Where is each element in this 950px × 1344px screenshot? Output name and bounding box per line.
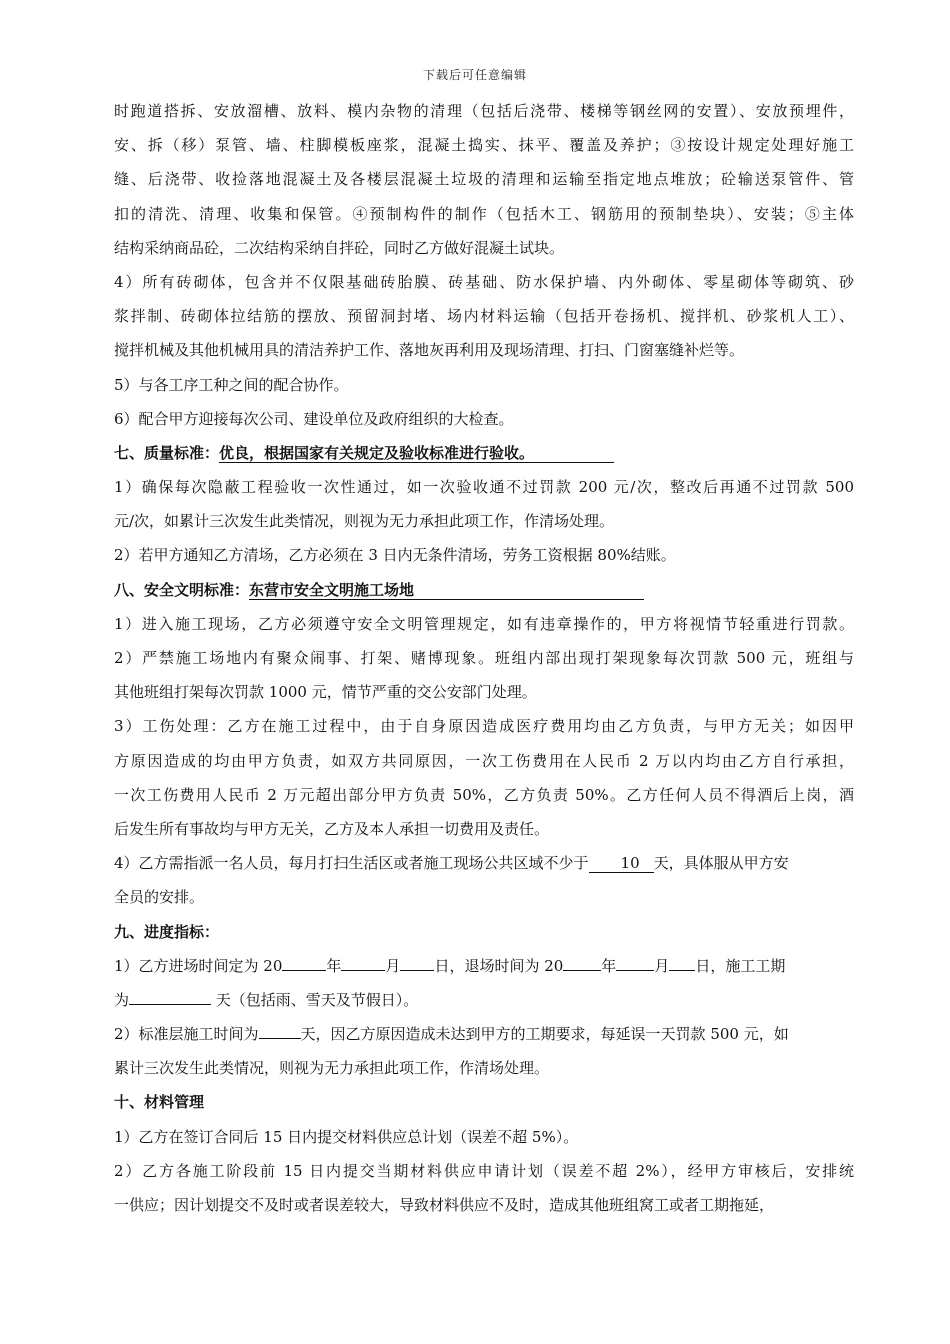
heading-label: 八、安全文明标准：: [114, 580, 250, 599]
item-text: 日，施工工期: [695, 956, 786, 975]
list-item-line: 方原因造成的均由甲方负责，如双方共同原因，一次工伤费用在人民币 2 万以内均由乙方自行承担，: [114, 751, 854, 770]
heading-underlined-value: 东营市安全文明施工场地: [249, 581, 644, 600]
list-item-line: 一次工伤费用人民币 2 万元超出部分甲方负责 50%，乙方负责 50%。乙方任何人员不得酒后上岗，酒: [114, 785, 854, 804]
paragraph-line: 时跑道搭拆、安放溜槽、放料、模内杂物的清理（包括后浇带、楼梯等钢丝网的安置）、安放预埋件，: [114, 102, 854, 120]
blank-field: [563, 952, 601, 971]
list-item-line: 2）乙方各施工阶段前 15 日内提交当期材料供应申请计划（误差不超 2%），经甲方审核后，安排统: [114, 1161, 854, 1180]
list-item-5: 5）与各工序工种之间的配合协作。: [114, 375, 349, 394]
item-text: 月: [385, 956, 401, 975]
list-item-4-line: 4）所有砖砌体，包含并不仅限基础砖胎膜、砖基础、防水保护墙、内外砌体、零星砌体等砌筑、砂: [114, 272, 854, 291]
section-heading: 九、进度指标：: [114, 922, 220, 941]
list-item-4-line: 搅拌机械及其他机械用具的清洁养护工作、落地灰再利用及现场清理、打扫、门窗塞缝补烂等。: [114, 341, 745, 360]
list-item-line: 全员的安排。: [114, 888, 205, 907]
section-7-quality: [114, 436, 854, 573]
item-text: 月: [654, 956, 670, 975]
blank-field: [129, 986, 211, 1005]
paragraph-line: 缝、后浇带、收捡落地混凝土及各楼层混凝土垃圾的清理和运输至指定地点堆放；砼输送泵管件、管: [114, 170, 854, 189]
section-6-continued: [114, 94, 854, 436]
section-heading: 十、材料管理: [114, 1093, 205, 1112]
section-9-schedule: [114, 915, 854, 1086]
blank-field: [282, 952, 326, 971]
list-item-4-line: 浆拌制、砖砌体拉结筋的摆放、预留洞封堵、场内材料运输（包括开卷扬机、搅拌机、砂浆机人工）、: [114, 307, 854, 326]
list-item-line: [114, 949, 854, 983]
list-item-line: 累计三次发生此类情况，则视为无力承担此项工作，作清场处理。: [114, 1059, 550, 1078]
item-text: 2）标准层施工时间为: [114, 1025, 259, 1044]
list-item-line: 2）严禁施工场地内有聚众闹事、打架、赌博现象。班组内部出现打架现象每次罚款 500 元，班组与: [114, 649, 854, 667]
item-text: 年: [601, 956, 617, 975]
paragraph-line: 安、拆（移）泵管、墙、柱脚模板座浆，混凝土捣实、抹平、覆盖及养护；③按设计规定处理好施工: [114, 136, 854, 155]
heading-underlined-value: 优良，根据国家有关规定及验收标准进行验收。: [219, 444, 614, 463]
section-8-safety: [114, 573, 854, 915]
item-text: 为: [114, 990, 130, 1009]
list-item-line: 1）确保每次隐蔽工程验收一次性通过，如一次验收通不过罚款 200 元/次，整改后再通不过罚款 500: [114, 478, 854, 497]
item-text: 天，因乙方原因造成未达到甲方的工期要求，每延误一天罚款 500 元，如: [300, 1025, 789, 1044]
page-header: 下载后可任意编辑: [422, 68, 527, 82]
heading-label: 七、质量标准：: [114, 443, 220, 462]
paragraph-line: 结构采纳商品砼，二次结构采纳自拌砼，同时乙方做好混凝土试块。: [114, 238, 565, 257]
list-item-6: 6）配合甲方迎接每次公司、建设单位及政府组织的大检查。: [114, 409, 514, 428]
list-item-line: 元/次，如累计三次发生此类情况，则视为无力承担此项工作，作清场处理。: [114, 512, 615, 531]
list-item-line: 1）乙方在签订合同后 15 日内提交材料供应总计划（误差不超 5%）。: [114, 1127, 579, 1146]
item-text: 年: [326, 956, 342, 975]
item-text: 天，具体服从甲方安: [653, 854, 789, 873]
paragraph-line: 扣的清洗、清理、收集和保管。④预制构件的制作（包括木工、钢筋用的预制垫块）、安装；⑤主体: [114, 204, 854, 223]
section-10-materials: [114, 1085, 854, 1222]
blank-field: [341, 952, 385, 971]
fill-in-value: 10: [589, 854, 654, 873]
list-item-line: [114, 846, 854, 880]
blank-field: [669, 952, 695, 971]
list-item-line: [114, 1017, 854, 1051]
section-heading: [114, 436, 854, 470]
item-text: 4）乙方需指派一名人员，每月打扫生活区或者施工现场公共区域不少于: [114, 854, 589, 873]
list-item-line: 2）若甲方通知乙方清场，乙方必须在 3 日内无条件清场，劳务工资根据 80%结账。: [114, 546, 676, 565]
list-item-line: [114, 983, 854, 1017]
section-heading: [114, 573, 854, 607]
document-body: [114, 94, 854, 1222]
item-text: 日，退场时间为 20: [434, 956, 564, 975]
list-item-line: 后发生所有事故均与甲方无关，乙方及本人承担一切费用及责任。: [114, 819, 550, 838]
list-item-line: 1）进入施工现场，乙方必须遵守安全文明管理规定，如有违章操作的，甲方将视情节轻重进行罚款。: [114, 614, 854, 633]
blank-field: [400, 952, 434, 971]
item-text: 天（包括雨、雪天及节假日）。: [211, 990, 419, 1009]
item-text: 1）乙方进场时间定为 20: [114, 956, 283, 975]
list-item-line: 3）工伤处理：乙方在施工过程中，由于自身原因造成医疗费用均由乙方负责，与甲方无关；如因甲: [114, 717, 854, 736]
list-item-line: 其他班组打架每次罚款 1000 元，情节严重的交公安部门处理。: [114, 683, 537, 702]
blank-field: [616, 952, 654, 971]
list-item-line: 一供应；因计划提交不及时或者误差较大，导致材料供应不及时，造成其他班组窝工或者工期拖延，: [114, 1196, 775, 1214]
blank-field: [259, 1020, 301, 1039]
